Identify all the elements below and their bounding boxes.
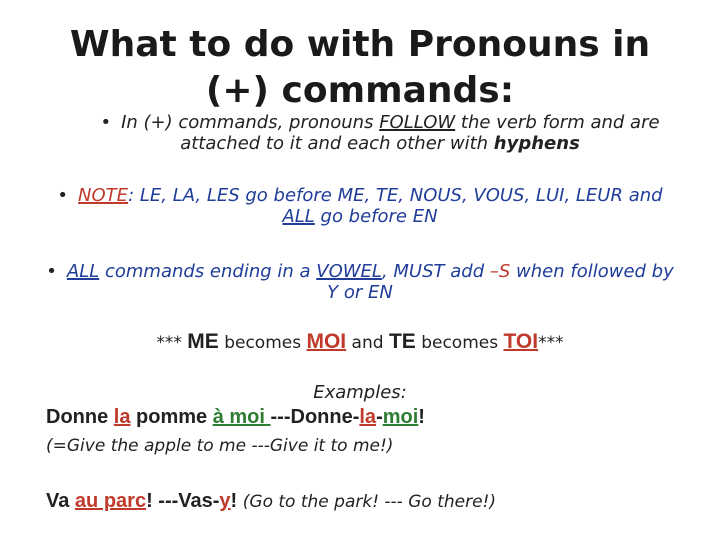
- me-te-rule: *** ME becomes MOI and TE becomes TOI***: [156, 330, 564, 353]
- follow-keyword: FOLLOW: [379, 112, 456, 133]
- bullet-follow-rule: • In (+) commands, pronouns FOLLOW the verb form and are attached to it and each other with hyphens: [100, 112, 660, 154]
- te-word: TE: [388, 330, 416, 353]
- s-keyword: –S: [489, 261, 511, 282]
- bullet-dot: •: [46, 261, 57, 282]
- example-1-translation: (=Give the apple to me ---Give it to me!): [46, 436, 394, 456]
- bullet-dot: •: [100, 112, 112, 133]
- note-keyword: NOTE: [78, 185, 129, 206]
- example-2: Va au parc! ---Vas-y! (Go to the park! --- Go there!): [46, 490, 496, 512]
- me-word: ME: [187, 330, 219, 353]
- bullet-dot: •: [57, 185, 69, 206]
- moi-word: MOI: [306, 330, 347, 353]
- vowel-keyword: VOWEL: [316, 261, 382, 282]
- example-1: Donne la pomme à moi ---Donne-la-moi!: [46, 406, 425, 428]
- example-2-translation: (Go to the park! --- Go there!): [242, 492, 496, 512]
- bullet-vowel-rule: • ALL commands ending in a VOWEL, MUST add –S when followed by Y or EN: [46, 261, 674, 303]
- hyphens-keyword: hyphens: [493, 133, 580, 154]
- bullet-note-rule: • NOTE: LE, LA, LES go before ME, TE, NOUS, VOUS, LUI, LEUR and ALL go before EN: [57, 185, 663, 227]
- examples-heading: Examples:: [313, 382, 407, 403]
- all-keyword: ALL: [282, 206, 315, 227]
- toi-word: TOI: [503, 330, 539, 353]
- all-keyword: ALL: [66, 261, 100, 282]
- slide-title: What to do with Pronouns in (+) commands:: [69, 24, 651, 111]
